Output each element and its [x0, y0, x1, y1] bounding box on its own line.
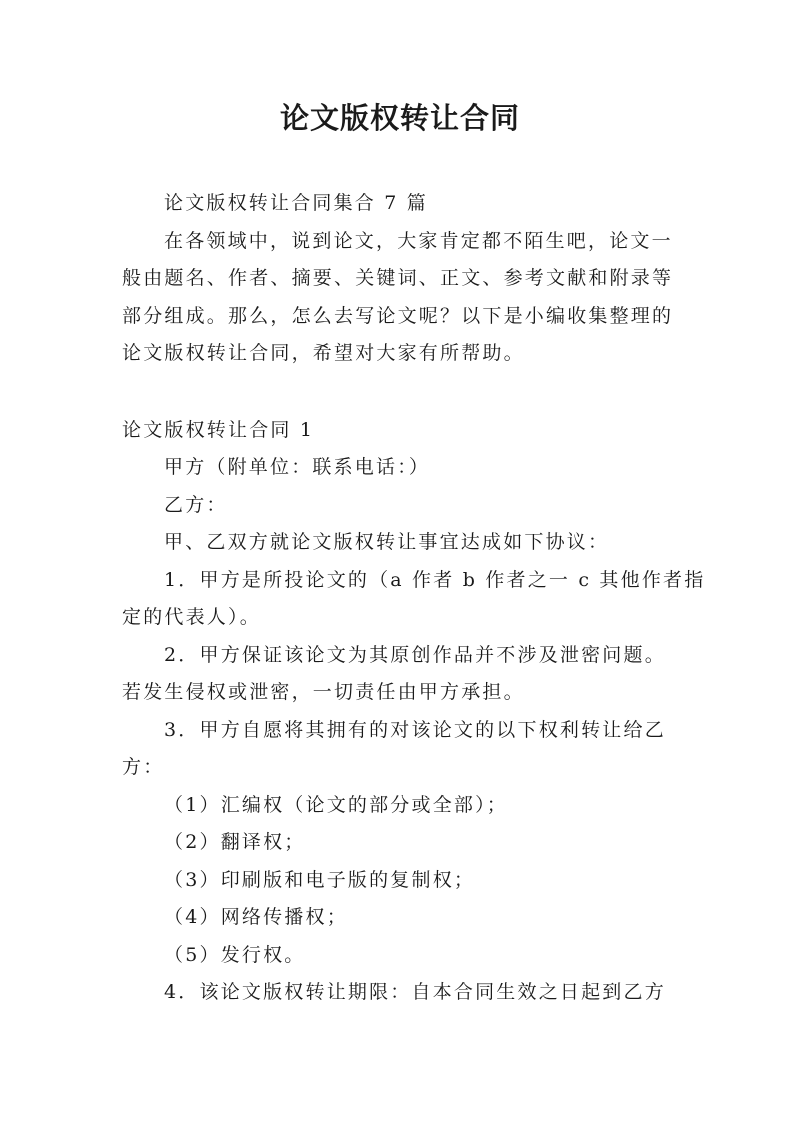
paragraph-line: 甲、乙双方就论文版权转让事宜达成如下协议： — [164, 531, 610, 553]
paragraph-line: 论文版权转让合同，希望对大家有所帮助。 — [122, 342, 525, 364]
document-title: 论文版权转让合同 — [279, 101, 520, 135]
section-heading: 论文版权转让合同 1 — [122, 419, 315, 441]
list-item: （2）翻译权； — [164, 831, 306, 853]
clause-line: 定的代表人）。 — [122, 606, 261, 628]
paragraph-line: 甲方（附单位：联系电话：） — [164, 456, 431, 478]
list-item: （1）汇编权（论文的部分或全部）； — [164, 794, 508, 816]
paragraph-line: 在各领域中，说到论文，大家肯定都不陌生吧，论文一 — [164, 230, 673, 252]
clause-line: 3．甲方自愿将其拥有的对该论文的以下权利转让给乙 — [164, 719, 666, 741]
list-item: （3）印刷版和电子版的复制权； — [164, 869, 476, 891]
list-item: （5）发行权。 — [164, 944, 306, 966]
clause-line: 方： — [122, 756, 165, 778]
paragraph-line: 部分组成。那么，怎么去写论文呢？以下是小编收集整理的 — [122, 305, 674, 327]
list-item: （4）网络传播权； — [164, 906, 348, 928]
paragraph-line: 论文版权转让合同集合 7 篇 — [164, 192, 428, 214]
clause-line: 若发生侵权或泄密，一切责任由甲方承担。 — [122, 681, 525, 703]
clause-line: 1．甲方是所投论文的（a 作者 b 作者之一 c 其他作者指 — [164, 569, 706, 591]
paragraph-line: 乙方： — [164, 494, 228, 516]
clause-line: 2．甲方保证该论文为其原创作品并不涉及泄密问题。 — [164, 644, 666, 666]
clause-line: 4．该论文版权转让期限：自本合同生效之日起到乙方 — [164, 981, 666, 1003]
paragraph-line: 般由题名、作者、摘要、关键词、正文、参考文献和附录等 — [122, 267, 674, 289]
